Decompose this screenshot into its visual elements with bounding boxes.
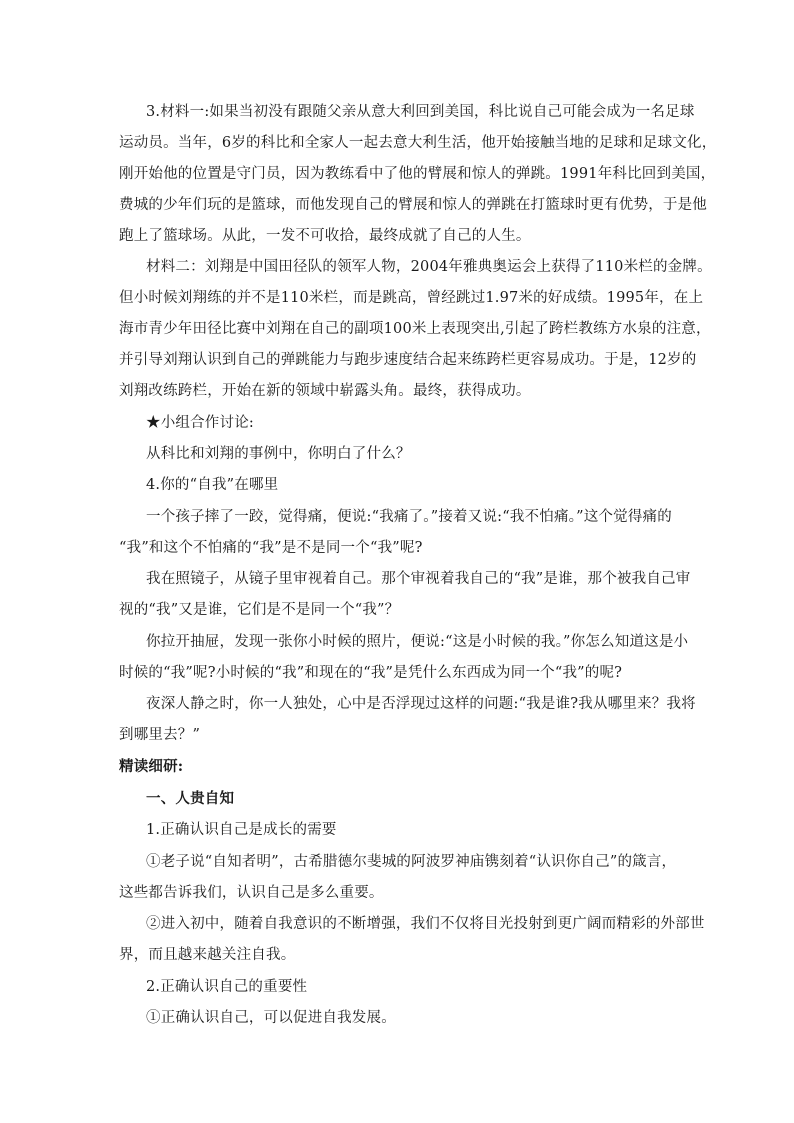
point-1-item-2-line-1: ②进入初中，随着自我意识的不断增强，我们不仅将目光投射到更广阔而精彩的外部世 [146,916,705,932]
material-one-line-4: 费城的少年们玩的是篮球，而他发现自己的臂展和惊人的弹跳在打篮球时更有优势，于是他 [119,197,707,213]
self-paragraph-4-line-2: 到哪里去？” [119,727,201,743]
self-paragraph-4-line-1: 夜深人静之时，你一人独处，心中是否浮现过这样的问题:“我是谁?我从哪里来？我将 [146,696,696,712]
material-one-line-3: 刚开始他的位置是守门员，因为教练看中了他的臂展和惊人的弹跳。1991年科比回到美国， [119,166,716,182]
material-two-line-1: 材料二：刘翔是中国田径队的领军人物，2004年雅典奥运会上获得了110米栏的金牌。 [146,259,712,275]
self-paragraph-1-line-2: “我”和这个不怕痛的“我”是不是同一个“我”呢? [119,540,423,556]
material-two-line-2: 但小时候刘翔练的并不是110米栏，而是跳高，曾经跳过1.97米的好成绩。1995年，在上 [119,290,704,306]
self-paragraph-1-line-1: 一个孩子摔了一跤，觉得痛，便说:“我痛了。”接着又说:“我不怕痛。”这个觉得痛的 [146,509,672,525]
self-paragraph-2-line-1: 我在照镜子，从镜子里审视着自己。那个审视着我自己的“我”是谁，那个被我自己审 [146,571,691,587]
section-4-heading: 4.你的“自我”在哪里 [146,477,279,493]
material-two-line-3: 海市青少年田径比赛中刘翔在自己的副项100米上表现突出,引起了跨栏教练方水泉的注意， [119,321,711,337]
material-two-line-5: 刘翔改练跨栏，开始在新的领域中崭露头角。最终，获得成功。 [119,383,531,399]
material-one-line-5: 跑上了篮球场。从此，一发不可收拾，最终成就了自己的人生。 [119,228,531,244]
group-discussion-heading: ★小组合作讨论: [146,415,254,431]
point-1-item-1-line-1: ①老子说“自知者明”，古希腊德尔斐城的阿波罗神庙镌刻着“认识你自己”的箴言， [146,854,677,870]
point-1-heading: 1.正确认识自己是成长的需要 [146,822,337,838]
discussion-question: 从科比和刘翔的事例中，你明白了什么？ [146,446,411,462]
material-one-line-1: 3.材料一:如果当初没有跟随父亲从意大利回到美国，科比说自己可能会成为一名足球 [146,104,695,120]
point-1-item-1-line-2: 这些都告诉我们，认识自己是多么重要。 [119,885,384,901]
material-one-line-2: 运动员。当年，6岁的科比和全家人一起去意大利生活，他开始接触当地的足球和足球文化， [119,135,717,151]
material-two-line-4: 并引导刘翔认识到自己的弹跳能力与跑步速度结合起来练跨栏更容易成功。于是，12岁的 [119,352,697,368]
intensive-reading-heading: 精读细研: [119,758,184,775]
self-paragraph-3-line-1: 你拉开抽屉，发现一张你小时候的照片，便说:“这是小时候的我。”你怎么知道这是小 [146,634,689,650]
self-paragraph-2-line-2: 视的“我”又是谁，它们是不是同一个“我”？ [119,602,400,618]
point-1-item-2-line-2: 界，而且越来越关注自我。 [119,947,296,963]
point-2-item-1: ①正确认识自己，可以促进自我发展。 [146,1010,396,1026]
point-2-heading: 2.正确认识自己的重要性 [146,979,308,995]
self-paragraph-3-line-2: 时候的“我”呢?小时候的“我”和现在的“我”是凭什么东西成为同一个“我”的呢? [119,665,623,681]
section-one-heading: 一、人贵自知 [146,790,235,807]
